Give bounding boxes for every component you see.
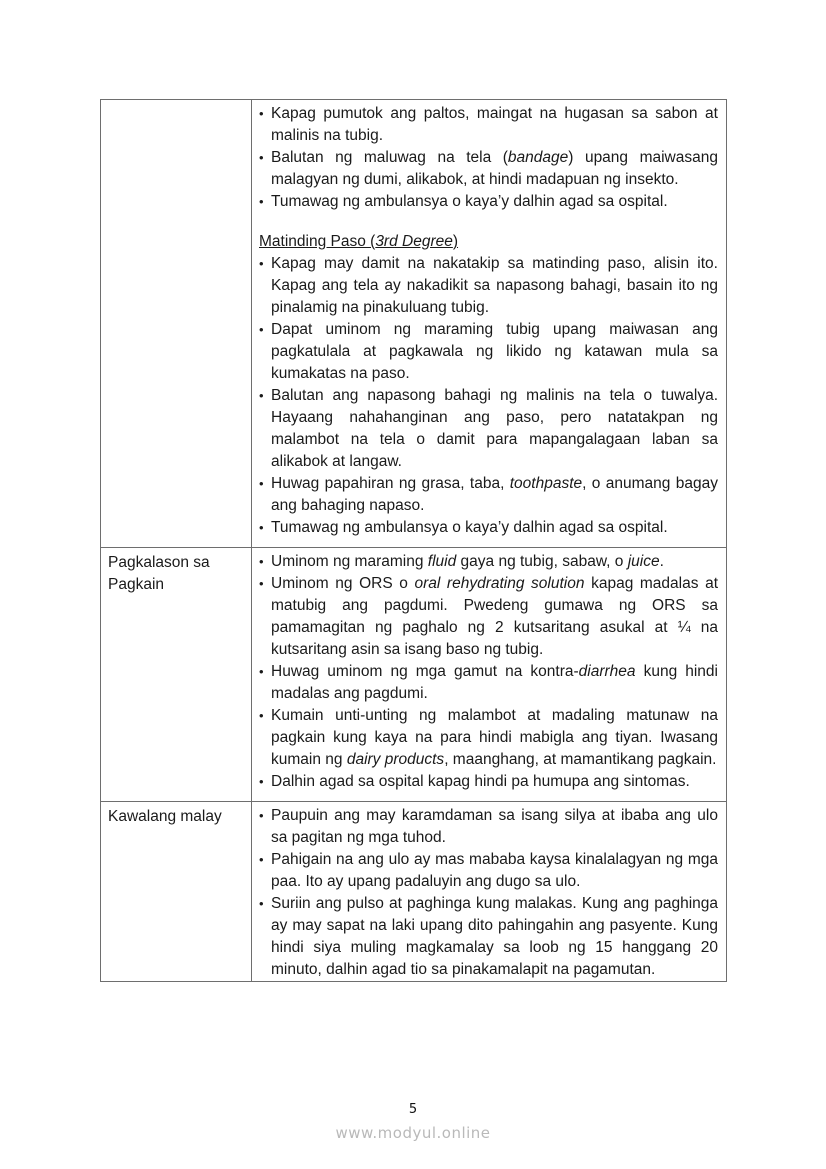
text-run: Suriin ang pulso at paghinga kung malakas. Kung ang paghinga ay may sapat na laki upang dito pahingahin ang pasyente. Kung hindi siya muling magkamalay sa loob ng 15 hanggang 20 minuto, dalhin agad tio sa pinakamalapit na pagamutan. [271,895,718,978]
condition-cell [101,802,252,982]
bullet-item [259,551,718,573]
italic-text: oral rehydrating solution [414,575,585,592]
page-number: 5 [408,1102,418,1117]
instructions-cell [252,548,727,802]
italic-text: 3rd Degree [375,233,453,250]
text-run: Balutan ng maluwag na tela ( [271,149,508,166]
italic-text: dairy products [346,751,445,768]
instructions-cell [252,100,727,548]
bullet-item [259,573,718,661]
text-run: ) upang maiwasang malagyan ng dumi, alikabok, at hindi madapuan ng insekto. [271,149,718,188]
italic-text: fluid [427,553,457,570]
condition-cell [101,100,252,548]
bullet-item [259,319,718,385]
text-run: kung hindi madalas ang pagdumi. [271,663,718,702]
section [259,802,718,981]
bullet-item [259,473,718,517]
text-run: Kumain unti-unting ng malambot at madaling matunaw na pagkain kung kaya na para hindi mabigla ang tiyan. Iwasang kumain ng [271,707,718,768]
text-run: Dapat uminom ng maraming tubig upang maiwasan ang pagkatulala at pagkawala ng likido ng katawan mula sa kumakatas na paso. [271,321,718,382]
bullet-list [259,551,718,793]
condition-label [101,100,251,108]
bullet-item [259,103,718,147]
table-row-unconsciousness [101,802,727,982]
italic-text: juice [627,553,660,570]
italic-text: diarrhea [578,663,636,680]
table-row-food-poisoning [101,548,727,802]
watermark: www.modyul.online [335,1124,491,1142]
condition-label: Pagkalason sa Pagkain [108,554,210,593]
text-run: Huwag papahiran ng grasa, taba, [271,475,510,492]
bullet-item [259,705,718,771]
bullet-item [259,147,718,191]
text-run: , maanghang, at mamantikang pagkain. [444,751,717,768]
text-run: Dalhin agad sa ospital kapag hindi pa humupa ang sintomas. [271,773,690,790]
section-heading [259,231,718,253]
bullet-item [259,849,718,893]
instructions-cell [252,802,727,982]
text-run: Matinding Paso ( [259,233,376,250]
section [259,548,718,801]
italic-text: bandage [507,149,569,166]
text-run: Balutan ang napasong bahagi ng malinis na tela o tuwalya. Hayaang nahahanginan ang paso, pero natatakpan ng malambot na tela o damit para mapangalagaan laban sa alikabok at langaw. [271,387,718,470]
text-run: Kapag pumutok ang paltos, maingat na hugasan sa sabon at malinis na tubig. [271,105,718,144]
text-run: gaya ng tubig, sabaw, o [456,553,628,570]
bullet-item [259,385,718,473]
bullet-item [259,191,718,213]
text-run: , o anumang bagay ang bahaging napaso. [271,475,718,514]
text-run: Kapag may damit na nakatakip sa matinding paso, alisin ito. Kapag ang tela ay nakadikit sa napasong bahagi, basain ito ng pinalamig na pinakuluang tubig. [271,255,718,316]
section-third-degree [259,231,718,547]
section [259,100,718,213]
text-run: ) [452,233,459,250]
bullet-item [259,771,718,793]
text-run: kapag madalas at matubig ang pagdumi. Pwedeng gumawa ng ORS sa pamamagitan ng paghalo ng 2 kutsaritang asukal at ¼ na kutsaritang asin sa isang baso ng tubig. [271,575,718,658]
bullet-list [259,103,718,213]
text-run: Pahigain na ang ulo ay mas mababa kaysa kinalalagyan ng mga paa. Ito ay upang padaluyin ang dugo sa ulo. [271,851,718,890]
text-run: Uminom ng maraming [271,553,428,570]
bullet-item [259,805,718,849]
text-run: Paupuin ang may karamdaman sa isang silya at ibaba ang ulo sa pagitan ng mga tuhod. [271,807,718,846]
first-aid-table [100,99,727,982]
text-run: Tumawag ng ambulansya o kaya’y dalhin agad sa ospital. [271,193,668,210]
text-run: Huwag uminom ng mga gamut na kontra- [271,663,579,680]
italic-text: toothpaste [509,475,583,492]
bullet-list [259,253,718,539]
bullet-item [259,661,718,705]
condition-cell [101,548,252,802]
bullet-item [259,517,718,539]
text-run: Uminom ng ORS o [271,575,415,592]
bullet-item [259,253,718,319]
text-run: . [659,553,664,570]
table-row-burns-continued [101,100,727,548]
condition-label: Kawalang malay [108,808,222,825]
bullet-list [259,805,718,981]
text-run: Tumawag ng ambulansya o kaya’y dalhin agad sa ospital. [271,519,668,536]
bullet-item [259,893,718,981]
